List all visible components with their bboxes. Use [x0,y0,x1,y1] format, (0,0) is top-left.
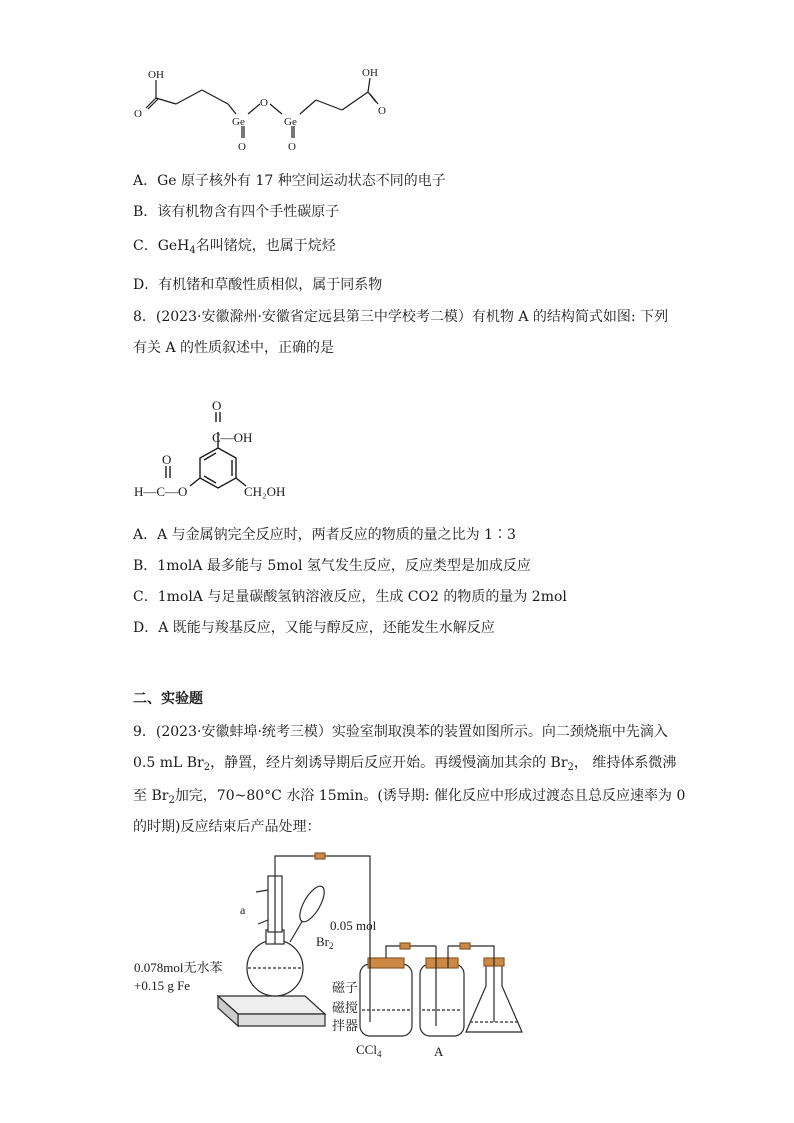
organogermanium-structure [120,62,420,162]
o-ge-right: O [288,141,296,153]
q7-option-c-post: 名叫锗烷，也属于烷烃 [195,238,336,254]
o-ge-left: O [238,141,246,153]
ge-right: Ge [284,116,297,128]
q9-sub-c: 2 [168,795,175,806]
cooh-label: C—OH [212,430,253,445]
ccl4-label [356,1042,382,1059]
ch2oh-label: CH₂OH [244,484,286,499]
o-left: O [134,108,142,120]
q7-option-b: B．该有机物含有四个手性碳原子 [133,204,340,220]
q7-option-c-pre: C．GeH [133,238,190,254]
ccl4-sub: 4 [376,1049,382,1059]
o-bridge: O [260,97,268,109]
q9-line3 [133,787,685,807]
q9-line2-pre: 0.5 mL Br [133,755,204,771]
compound-a-structure [130,398,310,508]
o-ester: O [162,452,172,467]
q7-option-d: D．有机锗和草酸性质相似，属于同系物 [133,277,383,293]
bottle-a-label: A [434,1044,444,1059]
oh-left: OH [148,69,164,81]
q8-stem-line1: 8．(2023·安徽滁州·安徽省定远县第三中学校考二模）有机物 A 的结构简式如图: 下列 [133,309,669,325]
oh-right: OH [362,67,378,79]
br2-text: Br [316,934,329,949]
stirrer-label-2: 拌器 [332,1018,359,1033]
benzene-label: 0.078mol无水苯 [134,960,223,975]
q9-sub-a: 2 [203,762,211,773]
q9-line3-pre: 至 Br [133,788,169,804]
o-right: O [378,105,386,117]
ge-left: Ge [232,116,245,128]
q9-line2 [133,754,676,774]
q9-line4: 的时期)反应结束后产品处理： [133,819,321,835]
ccl4-text: CCl [356,1042,377,1057]
q7-option-c [133,237,336,257]
q8-option-c: C．1molA 与足量碳酸氢钠溶液反应，生成 CO2 的物质的量为 2mol [133,589,567,605]
q9-line1: 9．(2023·安徽蚌埠·统考三模）实验室制取溴苯的装置如图所示。向二颈烧瓶中先滴入 [133,724,668,740]
label-a: a [240,903,246,917]
stirrer-label-1: 磁搅 [332,1000,359,1015]
q9-line3-post: 加完，70~80°C 水浴 15min。(诱导期: 催化反应中形成过渡态且总反应速率为 0 [174,788,686,804]
q8-option-b: B．1molA 最多能与 5mol 氢气发生反应，反应类型是加成反应 [133,558,531,574]
br2-amount: 0.05 mol [330,918,377,933]
q9-sub-b: 2 [567,762,574,773]
fe-label: +0.15 g Fe [134,978,191,993]
section-title: 二、实验题 [133,691,203,707]
q9-line2-post: ， 维持体系微沸 [573,755,677,771]
q9-line2-mid: ，静置，经片刻诱导期后反应开始。再缓慢滴加其余的 Br [210,755,568,771]
bromobenzene-apparatus [130,846,550,1066]
q7-option-a: A．Ge 原子核外有 17 种空间运动状态不同的电子 [133,173,446,189]
h-c-o-label: H—C—O [134,484,188,499]
o-top: O [212,398,222,413]
q7-option-c-sub: 4 [189,245,196,256]
q8-stem-line2: 有关 A 的性质叙述中，正确的是 [133,340,335,356]
stirbar-label: 磁子 [332,980,359,995]
q8-option-d: D．A 既能与羧基反应，又能与醇反应，还能发生水解反应 [133,620,495,636]
q8-option-a: A．A 与金属钠完全反应时，两者反应的物质的量之比为 1∶3 [133,527,516,543]
br2-label [316,934,334,951]
br2-sub: 2 [329,941,334,951]
